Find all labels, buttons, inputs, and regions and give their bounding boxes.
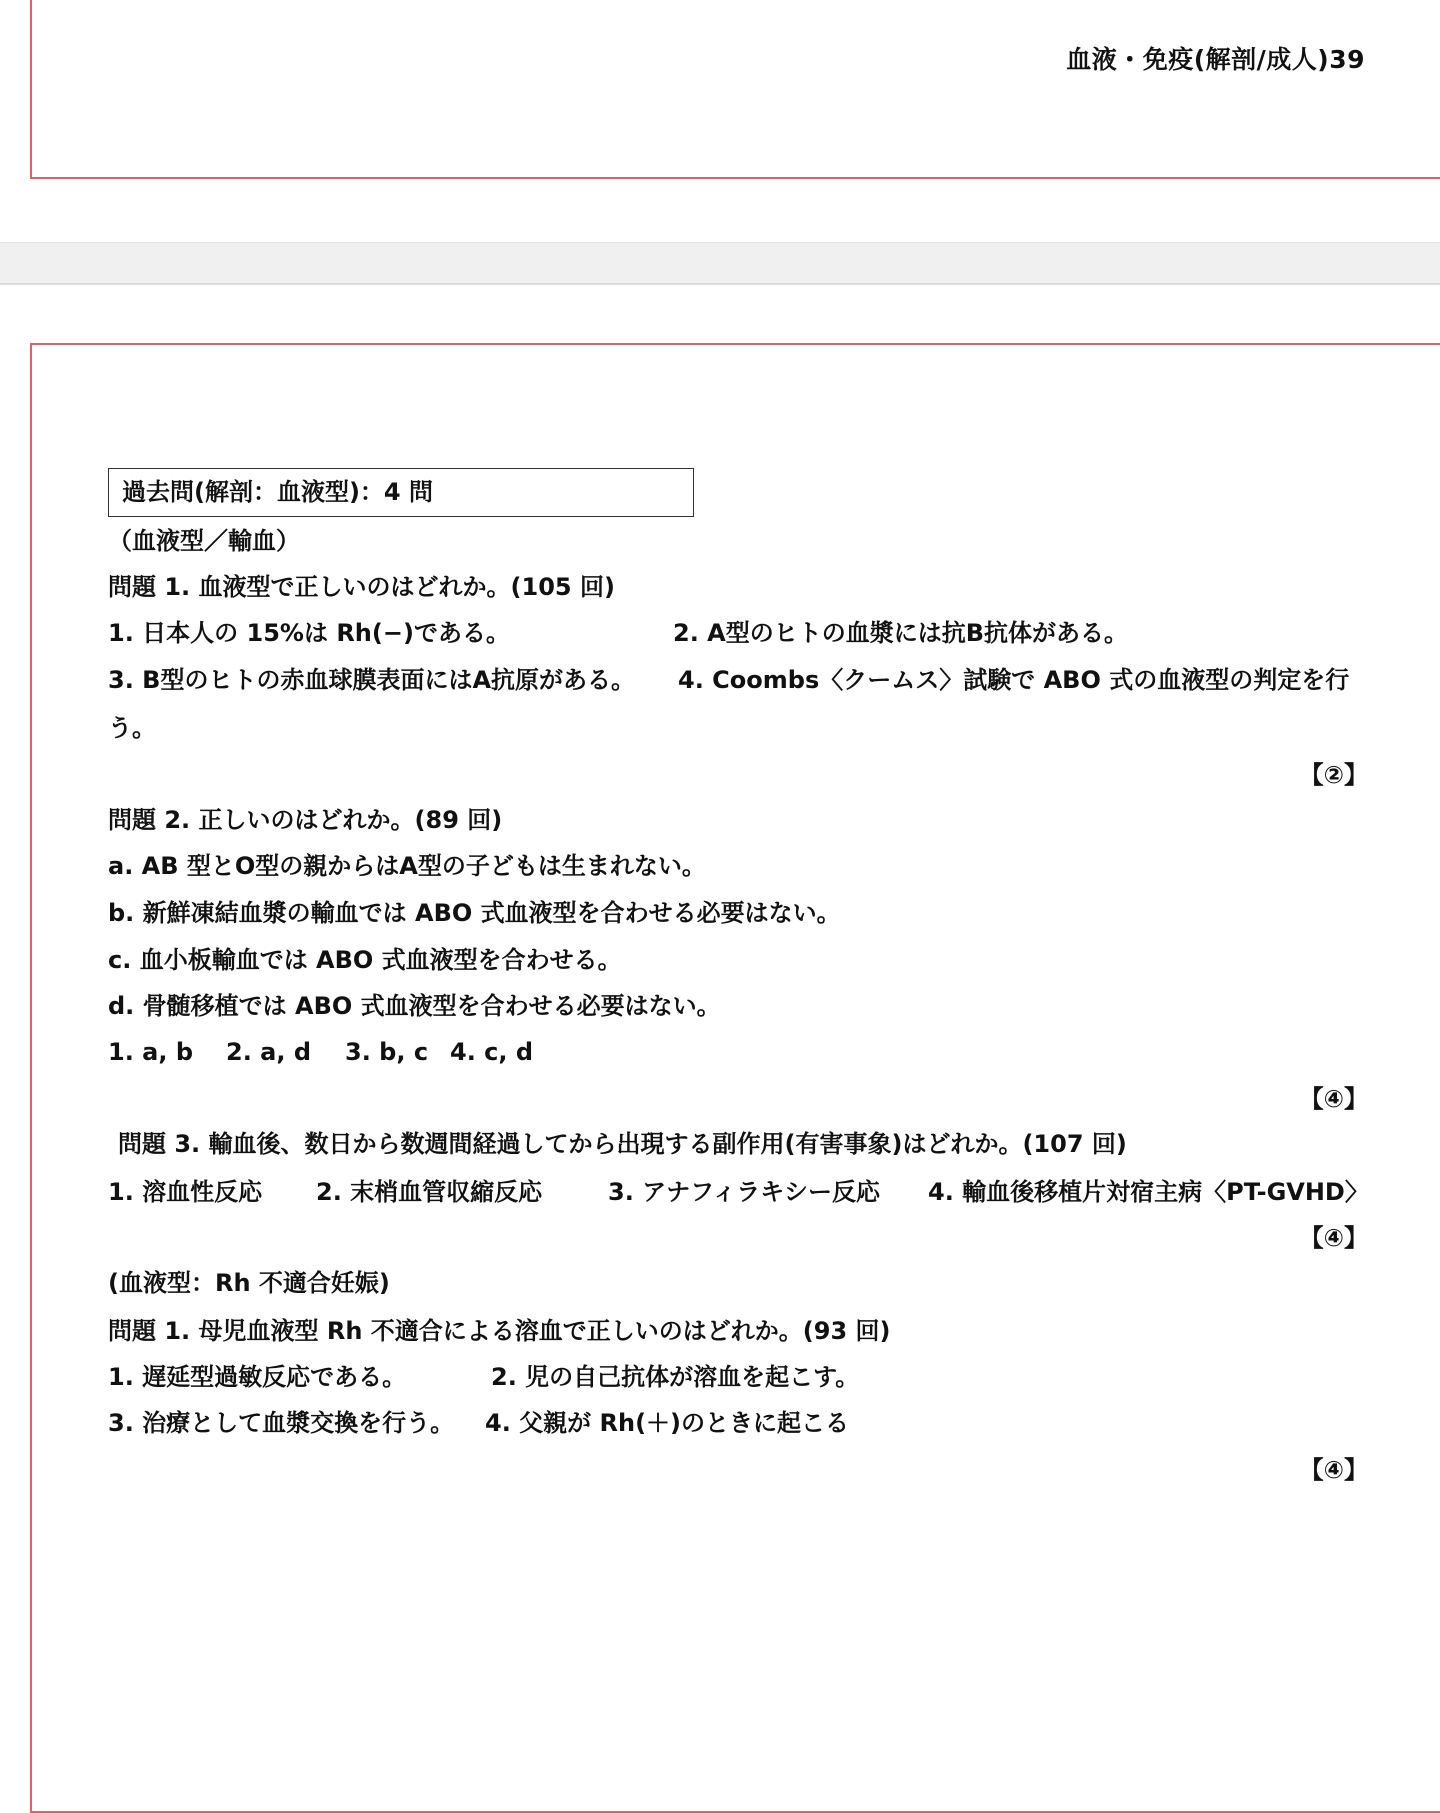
question-4-answer: 【④】 <box>1299 1456 1368 1484</box>
question-3-option-3: 3. アナフィラキシー反応 <box>608 1178 881 1206</box>
question-2-statement-c: c. 血小板輸血では ABO 式血液型を合わせる。 <box>108 946 622 974</box>
question-4-option-4: 4. 父親が Rh(＋)のときに起こる <box>485 1409 850 1437</box>
question-2-answer: 【④】 <box>1299 1085 1368 1113</box>
previous-page <box>30 0 1440 179</box>
question-3-option-2: 2. 末梢血管収縮反応 <box>316 1178 543 1206</box>
question-2-statement-a: a. AB 型とO型の親からはA型の子どもは生まれない。 <box>108 852 706 880</box>
question-3-title: 問題 3. 輸血後、数日から数週間経過してから出現する副作用(有害事象)はどれか。(107 回) <box>118 1130 1127 1158</box>
question-1-option-4-cont: う。 <box>108 714 156 742</box>
question-4-option-3: 3. 治療として血漿交換を行う。 <box>108 1409 455 1437</box>
question-2-choice-2: 2. a, d <box>226 1038 312 1066</box>
question-3-option-1: 1. 溶血性反応 <box>108 1178 263 1206</box>
question-1-answer: 【②】 <box>1299 761 1368 789</box>
question-1-option-4: 4. Coombs〈クームス〉試験で ABO 式の血液型の判定を行 <box>678 666 1350 694</box>
question-2-statement-d: d. 骨髄移植では ABO 式血液型を合わせる必要はない。 <box>108 992 721 1020</box>
question-1-option-1: 1. 日本人の 15%は Rh(−)である。 <box>108 619 510 647</box>
question-1-title: 問題 1. 血液型で正しいのはどれか。(105 回) <box>108 573 615 601</box>
subsection-heading: （血液型／輸血） <box>108 527 300 555</box>
section-heading-box: 過去問(解剖：血液型)：4 問 <box>108 468 694 517</box>
page-gap <box>0 242 1440 285</box>
question-2-choice-3: 3. b, c <box>345 1038 429 1066</box>
running-header: 血液・免疫(解剖/成人)39 <box>1066 45 1365 74</box>
question-3-answer: 【④】 <box>1299 1224 1368 1252</box>
question-3-option-4: 4. 輸血後移植片対宿主病〈PT-GVHD〉 <box>928 1178 1369 1206</box>
question-2-choice-4: 4. c, d <box>450 1038 534 1066</box>
question-2-statement-b: b. 新鮮凍結血漿の輸血では ABO 式血液型を合わせる必要はない。 <box>108 899 841 927</box>
question-2-choice-1: 1. a, b <box>108 1038 194 1066</box>
question-1-option-3: 3. B型のヒトの赤血球膜表面にはA抗原がある。 <box>108 666 636 694</box>
question-2-title: 問題 2. 正しいのはどれか。(89 回) <box>108 806 503 834</box>
question-4-option-2: 2. 児の自己抗体が溶血を起こす。 <box>491 1363 860 1391</box>
question-1-option-2: 2. A型のヒトの血漿には抗B抗体がある。 <box>673 619 1129 647</box>
subsection-heading-rh: (血液型：Rh 不適合妊娠) <box>108 1269 390 1297</box>
question-4-title: 問題 1. 母児血液型 Rh 不適合による溶血で正しいのはどれか。(93 回) <box>108 1317 891 1345</box>
question-4-option-1: 1. 遅延型過敏反応である。 <box>108 1363 407 1391</box>
